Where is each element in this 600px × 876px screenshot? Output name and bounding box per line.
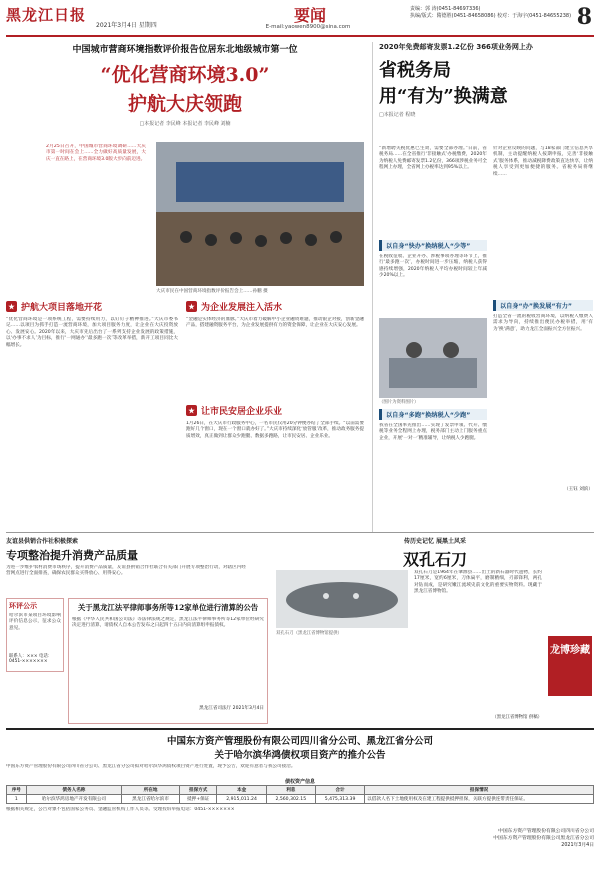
column-header: 本金 [217, 786, 266, 795]
tax-title-1: 省税务局 [379, 60, 451, 81]
section-email: E-mail:yaowen8900@sina.com [265, 24, 351, 30]
table-cell: 以借款人名下土地使用权及在建工程提供抵押担保，关联方提供连带责任保证。 [365, 795, 594, 804]
column-header: 所在地 [122, 786, 180, 795]
tax-bar-1-text: 在税收征收、企业开办、涉税事项办理等环节上，推行‘最多跑一次’，办税时间进一步压缩，纳税人获得感持续增强，2020年纳税人平均办税时间较上年减少20%以上。 [379, 254, 487, 279]
artifact-title: 双孔石刀 [402, 550, 467, 569]
artifact-story [276, 536, 594, 724]
table-cell: 2,560,302.15 [266, 795, 315, 804]
column-header: 序号 [7, 786, 27, 795]
section-heading: ★ 让市民安居企业乐业 [186, 404, 364, 417]
law-notice [68, 598, 268, 724]
table-row [7, 795, 594, 804]
table-cell: 哈尔滨华鸿房地产开发有限公司 [26, 795, 122, 804]
asset-title-1: 中国东方资产管理股份有限公司四川省分公司、黑龙江省分公司 [166, 736, 433, 747]
lead-intro: 2月25日召开，中国城市营商环境调研……大庆市第一时间在会上……全力做好高质量发展，大庆一直在路上，在营商环境3.0版大步向前迈进。 [46, 144, 146, 162]
artifact-photo [276, 570, 408, 628]
tax-kicker: 2020年免费邮寄发票1.2亿份 366项业务网上办 [379, 43, 533, 51]
asset-footer: 根据相关规定，公告对象不包括国家公务员、金融监管机构工作人员等。受理投诉举报电话：0451-××××××× [6, 807, 235, 812]
table-cell: 抵押+保证 [179, 795, 217, 804]
artifact-kicker: 传历史记忆 展黑土风采 [403, 538, 467, 545]
artifact-text: 双孔石刀是1964年在肇源县……出土的新石器时代遗物，长约17厘米，宽约6厘米，刀体扁平，磨制精细，刃部锋利，两孔对钻而成，是研究嫩江流域史前文化的重要实物资料。现藏于黑龙江省博物馆。 [414, 570, 542, 595]
law-notice-title: 关于黑龙江法平律师事务所等12家单位进行清算的公告 [77, 603, 259, 612]
section-badge: ★ [6, 301, 17, 312]
contact-line: 责编：郭 涛(0451-84697336) [410, 6, 481, 12]
env-notice [6, 598, 64, 672]
table-cell: 2,915,011.24 [217, 795, 266, 804]
column-header: 合计 [315, 786, 364, 795]
tax-editor: （王钰 刘滨） [563, 487, 593, 492]
tax-title-2: 用“有为”换满意 [379, 86, 508, 107]
tax-col-2 [493, 146, 593, 530]
tax-story [372, 42, 594, 532]
table-cell: 5,475,313.39 [315, 795, 364, 804]
tax-bar-2: 以自身“多跑”换纳税人“少跑” [379, 409, 487, 420]
section-badge: ★ [186, 301, 197, 312]
masthead [0, 0, 600, 36]
asset-table [6, 785, 594, 804]
asset-notice [6, 728, 594, 872]
asset-title-2: 关于哈尔滨华鸿债权项目资产的推介公告 [214, 750, 386, 761]
section-title: 要闻 [293, 6, 326, 25]
contact-line: 执编/版式：隋德胜(0451-84658086) 校对：于海宇(0451-84655238) [410, 13, 572, 19]
stone-knife-icon [276, 570, 408, 628]
env-notice-text: 哈尔滨市某项目环境影响评价信息公示，征求公众意见。 [9, 613, 61, 631]
editor-contacts [410, 6, 571, 20]
asset-sign-date: 2021年3月4日 [561, 843, 594, 848]
lead-section-3 [186, 404, 364, 532]
tax-col-1 [379, 146, 487, 530]
tax-bar-3: 以自身“办”换发展“有力” [493, 300, 593, 311]
lead-story [6, 42, 364, 532]
lead-title-2: 护航大庆领跑 [127, 93, 242, 115]
museum-stamp: 龙博珍藏 [548, 636, 592, 696]
office-photo-icon [379, 318, 487, 398]
section-body: 1月26日，在大庆市行政服务中心，一名市民仅用20分钟便办结了全部手续。“以前需要跑好几个窗口，现在一个窗口就办好了。”大庆市持续深化‘放管服’改革，推动政务服务提质增效，真正做到让群众少跑腿、数据多跑路，让市民安居、企业乐业。 [186, 421, 364, 439]
asset-intro: 中国东方资产管理股份有限公司四川省分公司、黑龙江省分公司拟对哈尔滨华鸿债权项目资产进行处置，现予公告，欢迎有意者与我公司接洽。 [6, 764, 296, 769]
section-body: “金融是实体经济的血脉。”大庆市着力破解中小企业融资难题，推动银企对接，创新金融产品，搭建融资服务平台，为企业发展提供有力的资金保障，让企业在大庆安心发展。 [186, 317, 364, 329]
tax-bar-3-text: 打造全省一流的税收营商环境，以纳税人缴费人需求为导向，持续推出便民办税举措，用‘有为’换‘满意’，助力龙江全面振兴全方位振兴。 [493, 314, 593, 332]
artifact-caption: 双孔石刀（黑龙江省博物馆提供） [276, 631, 342, 636]
tax-bar-2-text: 我省在全国率先推出……实现了发票申领、代开、缴税等业务全程网上办理，税务部门主动上门服务重点企业，开展‘一对一’精准辅导，让纳税人少跑腿。 [379, 423, 487, 441]
lead-kicker: 中国城市营商环境指数评价报告位居东北地级城市第一位 [72, 45, 298, 55]
table-cell: 黑龙江省哈尔滨市 [122, 795, 180, 804]
section-heading: ★ 为企业发展注入活水 [186, 300, 364, 313]
tax-bar-1: 以自身“快办”换纳税人“少等” [379, 240, 487, 251]
env-notice-contact: 联系人：××× 电话：0451-××××××× [9, 654, 53, 664]
lead-section-2 [186, 300, 364, 400]
lead-title-1: “优化营商环境3.0” [100, 64, 270, 86]
tax-intro: “新增聘关税优惠已生效，需要全部办理。”日前，省税务局……在全省推行‘非接触式’办税缴费，2020年为纳税人免费邮寄发票1.2亿份，366项涉税业务可全程网上办理，全省网上办税率达到95%以上。 [379, 146, 487, 171]
asset-sign-1: 中国东方资产管理股份有限公司四川省分公司 [498, 829, 594, 834]
column-header: 债务人名称 [26, 786, 122, 795]
table-header-row [7, 786, 594, 795]
lead-photo [156, 142, 364, 286]
page-number: 8 [576, 4, 592, 30]
lead-section-1 [6, 300, 178, 532]
quality-title: 专项整治提升消费产品质量 [6, 549, 138, 562]
asset-sign-2: 中国东方资产管理股份有限公司黑龙江省分公司 [493, 836, 594, 841]
lead-byline: □本报记者 李民峰 本报记者 李民峰 刘楠 [139, 121, 231, 127]
law-notice-sign: 黑龙江省司法厅 2021年3月4日 [199, 706, 264, 711]
artifact-credit: （黑龙江省博物馆 供稿） [492, 715, 542, 720]
env-notice-title: 环评公示 [9, 602, 37, 610]
section-body: “优化营商环境是一项系统工程，需要持续用力，以钉钉子精神推进。”大庆市委书记……以项目为抓手打造一流营商环境，加大项目服务力度，让企业在大庆投资放心、发展安心。2020年以来，大庆市先后出台了一系列支持企业发展的政策措施，以‘办事不求人’为目标，推行‘一网通办’‘最多跑一次’等改革举措，新开工项目同比大幅增长。 [6, 317, 178, 348]
quality-kicker: 友谊县供销合作社积极探索 [6, 538, 79, 545]
section-heading: ★ 护航大项目落地开花 [6, 300, 178, 313]
tax-byline: □本报记者 程晓 [379, 112, 416, 118]
masthead-divider [6, 35, 594, 37]
column-header: 担保情况 [365, 786, 594, 795]
quality-text: 为进一步维护农村消费市场秩序，提升消费产品质量，友谊县供销合作社联合有关部门开展专项整治行动，对辖区内经营网点进行全面排查，确保农民群众买得放心、用得安心。 [6, 565, 246, 577]
meeting-photo-icon [156, 142, 364, 286]
tax-photo [379, 318, 487, 398]
newspaper-logo: 黑龙江日报 [6, 6, 87, 24]
lead-photo-caption: 大庆市民在中国营商环境指数评价报告会上……孙鹏 摄 [156, 289, 268, 294]
table-cell: 1 [7, 795, 27, 804]
law-notice-text: 根据《中华人民共和国公司法》等法律法规之规定，黑龙江法平律师事务所等12家单位经研究决定进行清算，请债权人自本公告发布之日起四十五日内向清算组申报债权。 [72, 617, 264, 629]
divider [6, 532, 594, 533]
quality-story [6, 536, 246, 594]
tax-photo-caption: （图片为资料图片） [379, 400, 419, 405]
tax-col-text: 针对企业反映的问题，与18家部门建立信息共享机制，主动提醒纳税人按期申报，完善‘非接触式’服务体系，推动减税降费政策直达快享，让纳税人享受到更加便捷的服务。省税务局将继续…… [493, 146, 593, 177]
section-badge: ★ [186, 405, 197, 416]
column-header: 利息 [266, 786, 315, 795]
column-header: 担保方式 [179, 786, 217, 795]
issue-date: 2021年3月4日 星期四 [96, 22, 157, 29]
asset-table-label: 债权资产信息 [284, 779, 315, 785]
